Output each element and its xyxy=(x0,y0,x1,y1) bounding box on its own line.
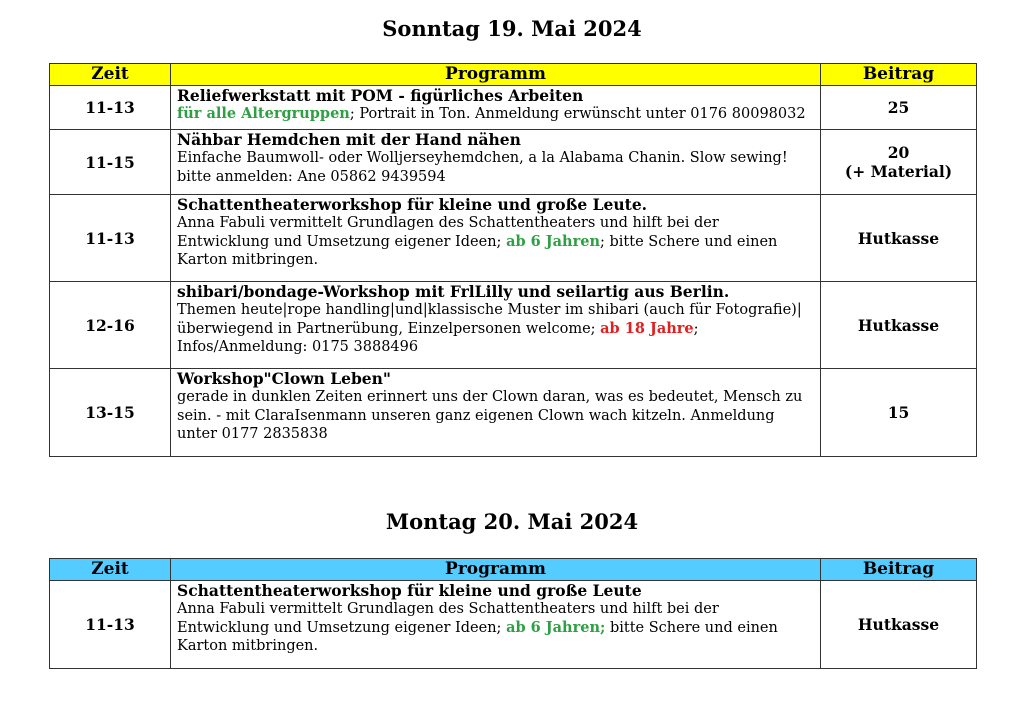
beitrag-cell: Hutkasse xyxy=(821,195,977,282)
description-text: ; Infos/Anmeldung: 0175 3888496 xyxy=(177,320,699,355)
zeit-cell: 13-15 xyxy=(50,369,171,457)
table-row xyxy=(50,581,977,669)
description-text: Themen heute|rope handling|und|klassische Muster im shibari (auch für Fotografie)| überwiegend in Partnerübung, Einzelpersonen welcome; xyxy=(177,302,802,337)
program-title: Schattentheaterworkshop für kleine und große Leute. xyxy=(177,195,648,214)
program-title: Reliefwerkstatt mit POM - figürliches Arbeiten xyxy=(177,86,584,105)
beitrag-amount: 20 xyxy=(887,143,910,162)
program-description xyxy=(177,600,814,655)
description-line: Einfache Baumwoll- oder Wolljerseyhemdchen, a la Alabama Chanin. Slow sewing! xyxy=(177,150,788,167)
program-description xyxy=(177,105,814,123)
table-row xyxy=(50,195,977,282)
header-beitrag: Beitrag xyxy=(821,559,977,581)
age-highlight: ab 6 Jahren xyxy=(506,232,600,250)
zeit-cell: 11-13 xyxy=(50,86,171,130)
program-cell xyxy=(171,86,821,130)
description-line: bitte anmelden: Ane 05862 9439594 xyxy=(177,168,446,185)
zeit-cell: 12-16 xyxy=(50,282,171,369)
beitrag-cell: 15 xyxy=(821,369,977,457)
beitrag-cell xyxy=(821,130,977,195)
day2-title: Montag 20. Mai 2024 xyxy=(385,509,639,534)
header-zeit: Zeit xyxy=(50,559,171,581)
program-description xyxy=(177,301,814,356)
program-cell xyxy=(171,581,821,669)
description-text: Anna Fabuli vermittelt Grundlagen des Schattentheaters und hilft bei der Entwicklung und Umsetzung eigener Ideen; xyxy=(177,215,719,250)
program-title: shibari/bondage-Workshop mit FrlLilly und seilartig aus Berlin. xyxy=(177,282,730,301)
beitrag-note: (+ Material) xyxy=(844,162,953,181)
beitrag-cell: Hutkasse xyxy=(821,581,977,669)
age-highlight: für alle Altergruppen xyxy=(177,105,350,123)
zeit-cell: 11-13 xyxy=(50,581,171,669)
program-description xyxy=(177,214,814,269)
table-row xyxy=(50,130,977,195)
header-programm: Programm xyxy=(171,559,821,581)
program-cell xyxy=(171,282,821,369)
day2-schedule-table xyxy=(49,558,977,669)
program-title: Workshop"Clown Leben" xyxy=(177,369,392,388)
header-beitrag: Beitrag xyxy=(821,64,977,86)
header-zeit: Zeit xyxy=(50,64,171,86)
program-title: Nähbar Hemdchen mit der Hand nähen xyxy=(177,130,521,149)
day1-schedule-table xyxy=(49,63,977,457)
beitrag-cell: 25 xyxy=(821,86,977,130)
program-cell xyxy=(171,195,821,282)
age-highlight: ab 18 Jahre xyxy=(600,319,694,337)
beitrag-cell: Hutkasse xyxy=(821,282,977,369)
description-text: Anna Fabuli vermittelt Grundlagen des Schattentheaters und hilft bei der Entwicklung und Umsetzung eigener Ideen; xyxy=(177,601,719,636)
description-text: ; bitte Schere und einen Karton mitbringen. xyxy=(177,233,778,268)
zeit-cell: 11-15 xyxy=(50,130,171,195)
description-text: ; Portrait in Ton. Anmeldung erwünscht unter 0176 80098032 xyxy=(349,106,806,123)
description-text: bitte Schere und einen Karton mitbringen. xyxy=(177,619,778,654)
header-programm: Programm xyxy=(171,64,821,86)
table-row xyxy=(50,369,977,457)
program-description: gerade in dunklen Zeiten erinnert uns der Clown daran, was es bedeutet, Mensch zu sein. - mit ClaraIsenmann unseren ganz eigenen Clown wach kitzeln. Anmeldung unter 0177 2835838 xyxy=(177,389,803,442)
program-cell xyxy=(171,369,821,457)
table-header-row xyxy=(50,559,977,581)
program-title: Schattentheaterworkshop für kleine und große Leute xyxy=(177,581,642,600)
table-row xyxy=(50,86,977,130)
program-cell xyxy=(171,130,821,195)
day1-title: Sonntag 19. Mai 2024 xyxy=(382,16,642,41)
table-row xyxy=(50,282,977,369)
zeit-cell: 11-13 xyxy=(50,195,171,282)
table-header-row xyxy=(50,64,977,86)
age-highlight: ab 6 Jahren; xyxy=(506,618,606,636)
